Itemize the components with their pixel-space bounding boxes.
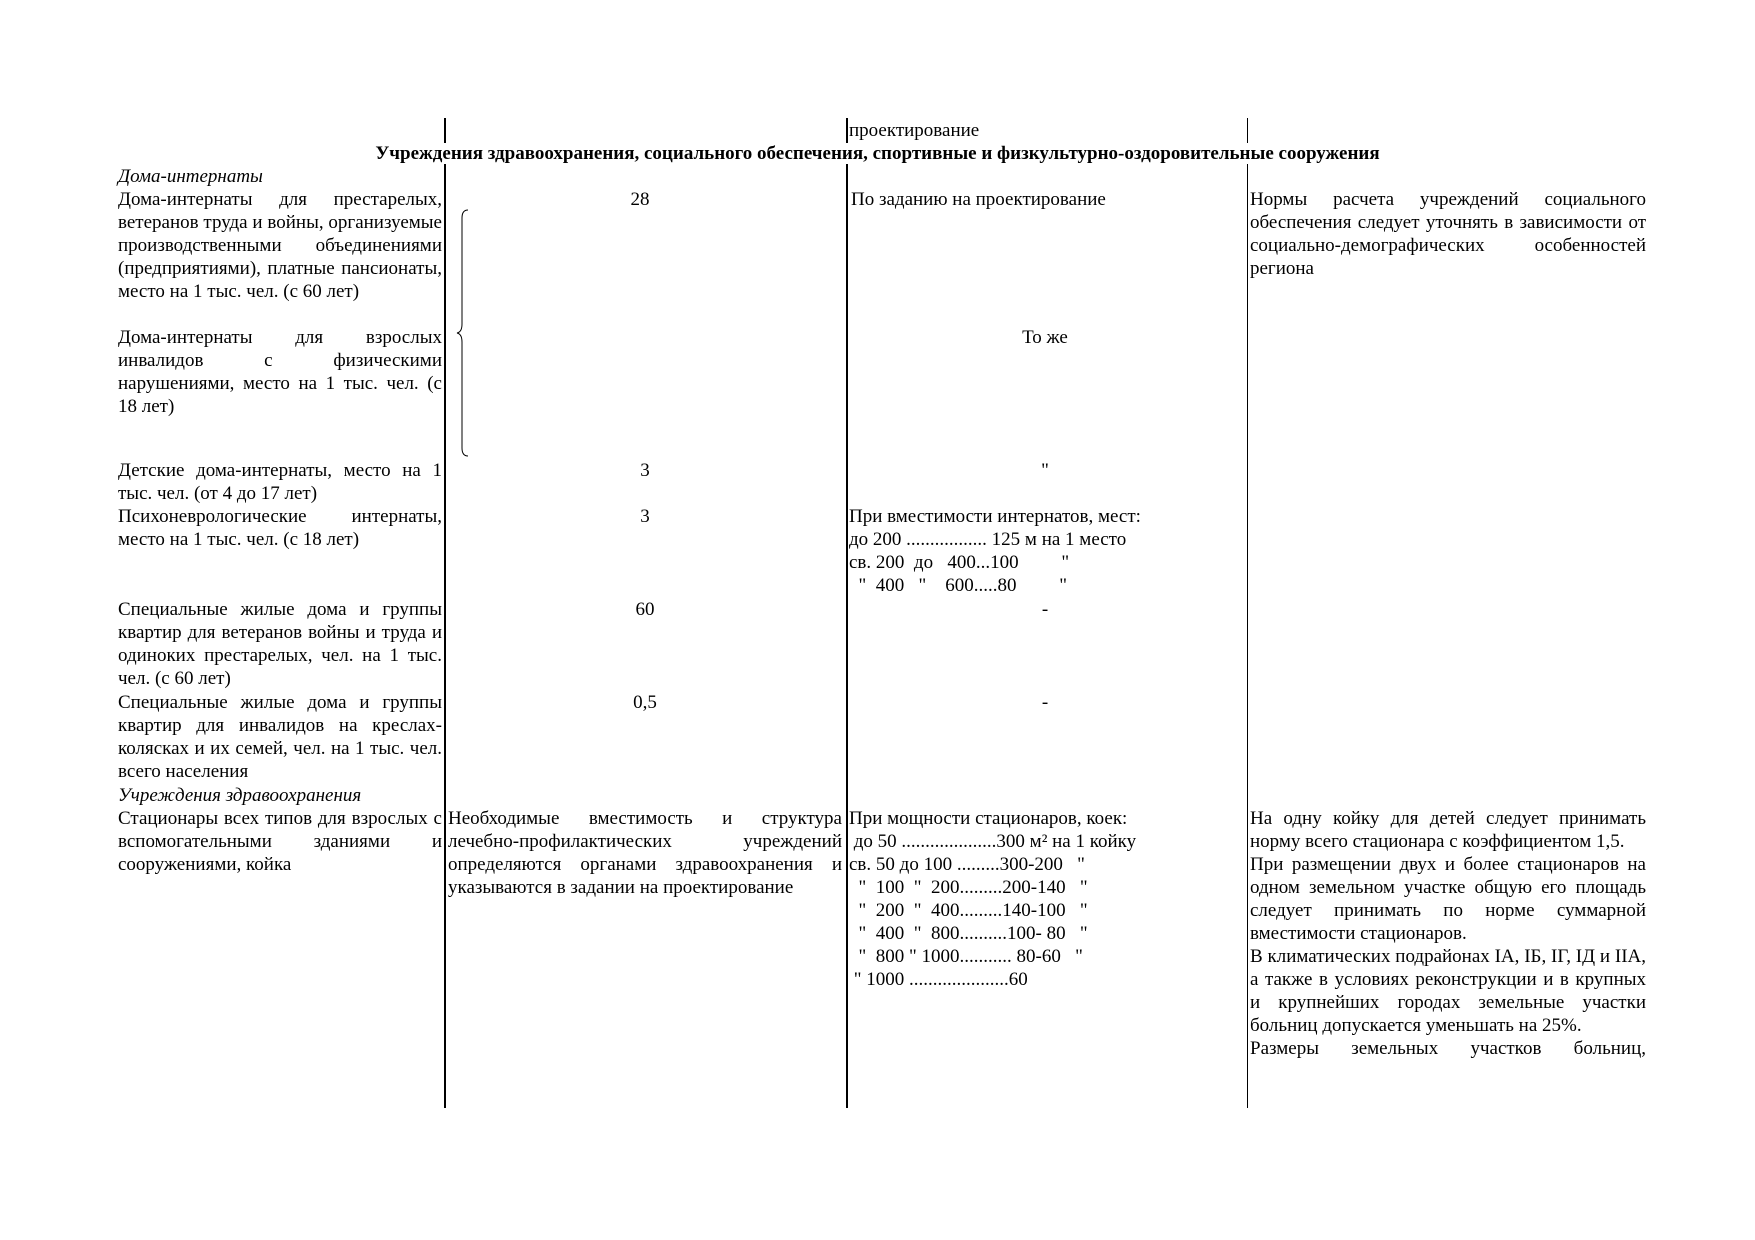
row-7-size-line: " 800 " 1000........... 80-60 " — [849, 946, 1083, 967]
row-7-size-line: " 400 " 800..........100- 80 " — [849, 923, 1088, 944]
row-4-value: 3 — [640, 506, 650, 527]
row-6-size: - — [1041, 692, 1049, 713]
subsection-homes: Дома-интернаты — [118, 166, 263, 187]
column-rule-1 — [444, 118, 446, 1108]
section-title-text: Учреждения здравоохранения, социального обеспечения, спортивные и физкультурно-оздоровительные сооружения — [375, 143, 1380, 164]
row-7-note: На одну койку для детей следует принимать норму всего стационара с коэффициентом 1,5. — [1250, 808, 1646, 852]
subsection-health: Учреждения здравоохранения — [118, 785, 362, 806]
section-title — [100, 142, 1655, 165]
row-7-size-line: св. 50 до 100 .........300-200 " — [849, 854, 1085, 875]
row-7-notes — [1250, 807, 1646, 1060]
row-3-name: Детские дома-интернаты, место на 1 тыс. чел. (от 4 до 17 лет) — [118, 460, 442, 504]
row-5-name: Специальные жилые дома и группы квартир для ветеранов войны и труда и одиноких престарелых, чел. на 1 тыс. чел. (с 60 лет) — [118, 599, 442, 689]
row-5-value: 60 — [635, 599, 655, 620]
column-rule-2 — [846, 118, 848, 1108]
row-7-note: В климатических подрайонах IA, IБ, IГ, IД и IIA, а также в условиях реконструкции и в крупных и крупнейших городах земельные участки больниц допускается уменьшать на 25%. — [1250, 946, 1646, 1036]
row-5-size: - — [1041, 599, 1049, 620]
row-7-value: Необходимые вместимость и структура лечебно-профилактических учреждений определяются органами здравоохранения и указываются в задании на проектирование — [448, 808, 842, 898]
row-1-value: 28 — [630, 189, 650, 210]
row-4-size-line: св. 200 до 400...100 " — [849, 552, 1070, 573]
row-3-size: " — [1041, 460, 1049, 481]
row-3-value: 3 — [640, 460, 650, 481]
row-7-size-line: до 50 ....................300 м² на 1 койку — [849, 831, 1137, 852]
row-7-name: Стационары всех типов для взрослых с вспомогательными зданиями и сооружениями, койка — [118, 808, 442, 875]
row-6-name: Специальные жилые дома и группы квартир для инвалидов на креслах-колясках и их семей, чел. на 1 тыс. чел. всего населения — [118, 692, 442, 782]
row-4-name: Психоневрологические интернаты, место на 1 тыс. чел. (с 18 лет) — [118, 506, 442, 550]
row-7-note: Размеры земельных участков больниц, — [1250, 1038, 1646, 1059]
row-1-note: Нормы расчета учреждений социального обеспечения следует уточнять в зависимости от социально-демографических особенностей региона — [1250, 189, 1646, 279]
row-2-name: Дома-интернаты для взрослых инвалидов с физическими нарушениями, место на 1 тыс. чел. (с 18 лет) — [118, 327, 442, 417]
header-continuation: проектирование — [849, 120, 980, 141]
row-7-size-line: При мощности стационаров, коек: — [849, 808, 1128, 829]
row-7-size-line: " 200 " 400.........140-100 " — [849, 900, 1088, 921]
row-2-size: То же — [1022, 327, 1068, 348]
row-4-size-line: При вместимости интернатов, мест: — [849, 506, 1141, 527]
row-1-size: По заданию на проектирование — [851, 189, 1106, 210]
group-brace — [456, 208, 474, 458]
row-6-value: 0,5 — [633, 692, 657, 713]
column-rule-3 — [1247, 118, 1248, 1108]
row-1-name: Дома-интернаты для престарелых, ветеранов труда и войны, организуемые производственными объединениями (предприятиями), платные пансионаты, место на 1 тыс. чел. (с 60 лет) — [118, 189, 442, 302]
row-4-size-line: " 400 " 600.....80 " — [849, 575, 1068, 596]
row-7-note: При размещении двух и более стационаров на одном земельном участке общую его площадь следует принимать по норме суммарной вместимости стационаров. — [1250, 854, 1646, 944]
row-7-size — [849, 807, 1245, 991]
row-4-size-line: до 200 ................. 125 м на 1 место — [849, 529, 1127, 550]
row-7-size-line: " 1000 .....................60 — [849, 969, 1028, 990]
row-4-size — [849, 505, 1245, 597]
row-7-size-line: " 100 " 200.........200-140 " — [849, 877, 1088, 898]
